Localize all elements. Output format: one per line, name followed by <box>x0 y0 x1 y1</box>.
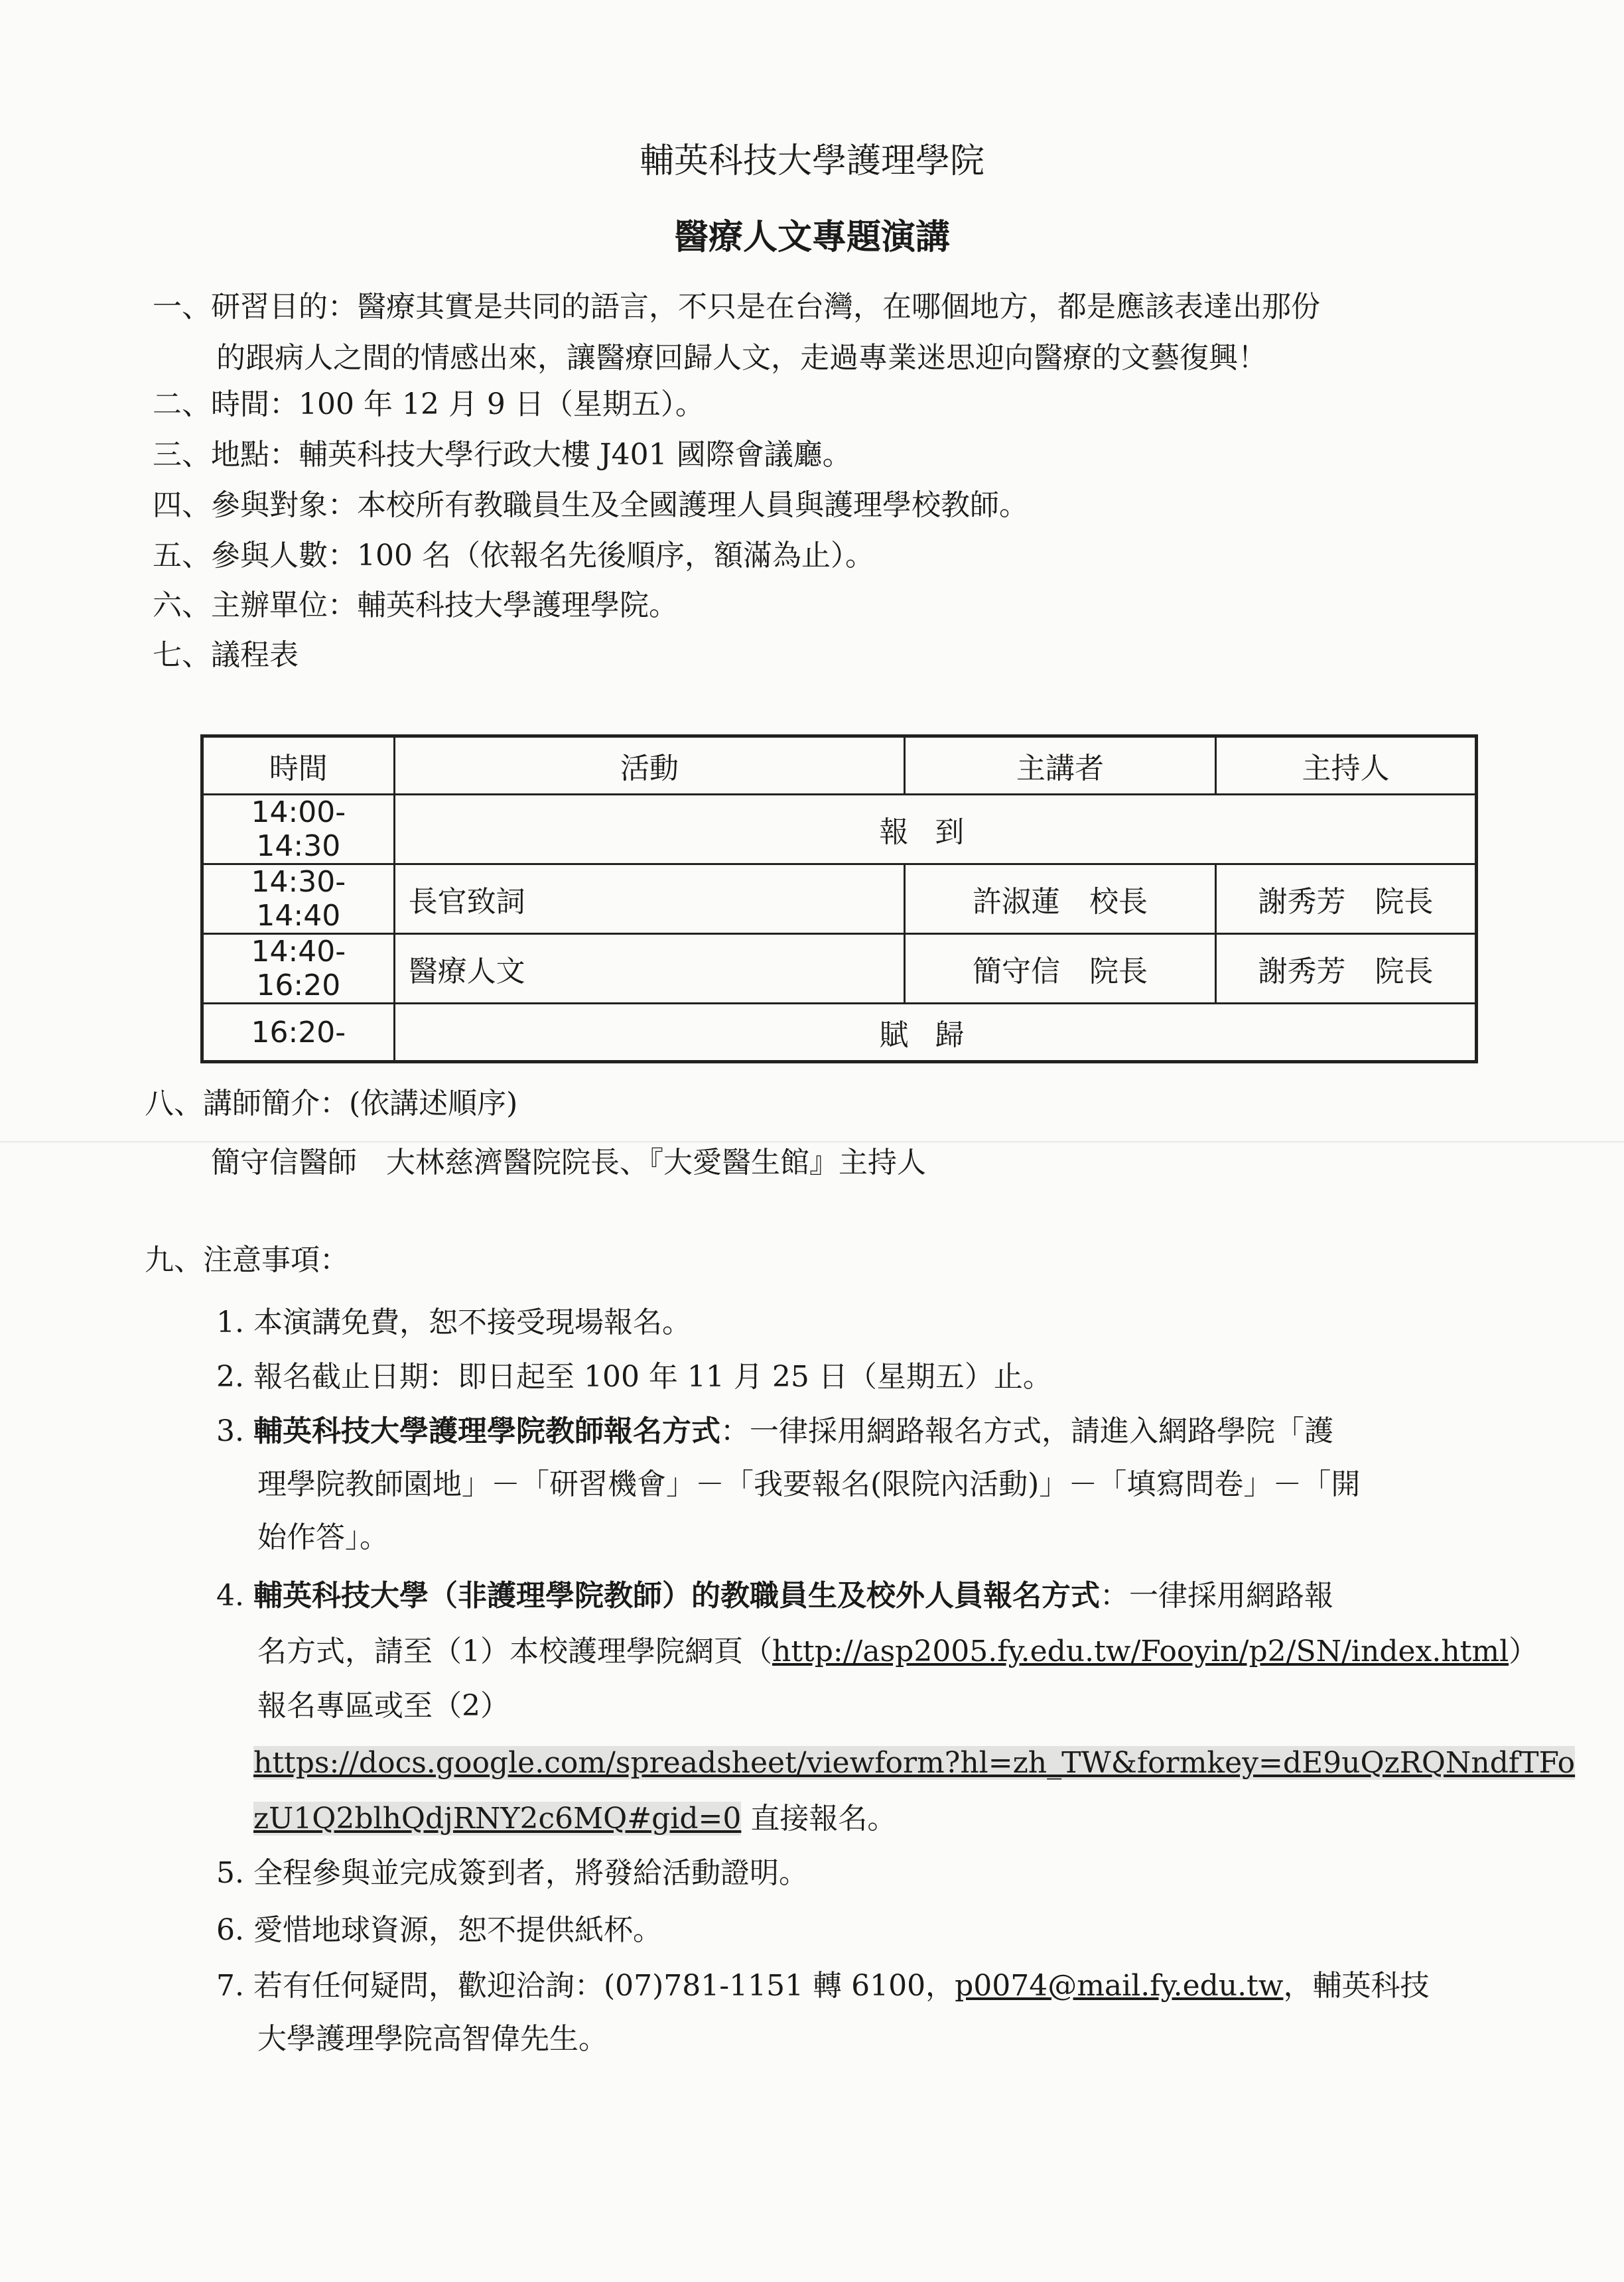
note-4-text: 直接報名。 <box>741 1802 897 1836</box>
participants-line: 四、參與對象：本校所有教職員生及全國護理人員與護理學校教師。 <box>153 488 1028 522</box>
agenda-time: 14:30-14:40 <box>202 864 395 934</box>
note-3-number: 3. <box>216 1414 244 1448</box>
agenda-table <box>200 734 1478 1063</box>
note-7-text: ，輔英科技 <box>1283 1969 1430 2003</box>
note-4-bold: 輔英科技大學（非護理學院教師）的教職員生及校外人員報名方式 <box>253 1579 1100 1613</box>
contact-email-link[interactable]: p0074@mail.fy.edu.tw <box>955 1969 1284 2003</box>
note-4-text: 名方式，請至（1）本校護理學院網頁（ <box>257 1635 772 1668</box>
note-7-line-1 <box>216 1968 1429 2005</box>
note-3-line-1 <box>216 1413 1333 1450</box>
note-6: 6. 愛惜地球資源，恕不提供紙杯。 <box>216 1913 662 1947</box>
note-7-line-2: 大學護理學院高智偉先生。 <box>257 2022 608 2056</box>
note-1: 1. 本演講免費，恕不接受現場報名。 <box>216 1306 691 1339</box>
note-3-rest: ：一律採用網路報名方式，請進入網路學院「護 <box>720 1414 1333 1448</box>
capacity-line: 五、參與人數：100 名（依報名先後順序，額滿為止）。 <box>153 539 874 572</box>
header-speaker: 主講者 <box>905 736 1216 795</box>
agenda-activity: 賦歸 <box>394 1004 1476 1062</box>
speaker-bio: 簡守信醫師 大林慈濟醫院院長、『大愛醫生館』主持人 <box>211 1146 926 1179</box>
agenda-activity: 長官致詞 <box>394 864 905 934</box>
note-4-rest: ：一律採用網路報 <box>1099 1579 1333 1613</box>
event-title: 醫療人文專題演講 <box>673 217 950 257</box>
agenda-time: 16:20- <box>202 1004 395 1062</box>
time-line: 二、時間：100 年 12 月 9 日（星期五）。 <box>153 387 705 421</box>
google-form-link-cont[interactable]: zU1Q2blhQdjRNY2c6MQ#gid=0 <box>253 1802 742 1836</box>
note-4-line-3: 報名專區或至（2） <box>257 1689 509 1723</box>
google-form-link[interactable]: https://docs.google.com/spreadsheet/viewform?hl=zh_TW&formkey=dE9uQzRQNndfTFo <box>253 1746 1576 1780</box>
agenda-heading: 七、議程表 <box>153 638 299 672</box>
organizer-line: 六、主辦單位：輔英科技大學護理學院。 <box>153 588 678 622</box>
note-4-number: 4. <box>216 1579 244 1613</box>
agenda-host: 謝秀芳 院長 <box>1215 864 1476 934</box>
agenda-row <box>202 934 1477 1004</box>
agenda-activity: 醫療人文 <box>394 934 905 1004</box>
note-7-text: 7. 若有任何疑問，歡迎洽詢：(07)781-1151 轉 6100， <box>216 1969 955 2003</box>
note-3-line-2: 理學院教師園地」－「研習機會」－「我要報名(限院內活動)」－「填寫問卷」－「開 <box>257 1467 1361 1501</box>
speaker-heading: 八、講師簡介：(依講述順序) <box>145 1087 518 1120</box>
note-4-line-1 <box>216 1577 1333 1615</box>
note-4-text: ） <box>1509 1635 1538 1668</box>
agenda-row <box>202 1004 1477 1062</box>
purpose-line-1: 一、研習目的：醫療其實是共同的語言，不只是在台灣，在哪個地方，都是應該表達出那份 <box>153 290 1320 324</box>
note-4-line-2 <box>257 1633 1538 1670</box>
agenda-activity: 報到 <box>394 795 1476 864</box>
header-activity: 活動 <box>394 736 905 795</box>
agenda-header-row <box>202 736 1477 795</box>
agenda-row <box>202 795 1477 864</box>
header-time: 時間 <box>202 736 395 795</box>
notes-heading: 九、注意事項： <box>145 1243 349 1277</box>
note-4-line-5 <box>253 1800 896 1838</box>
agenda-time: 14:00-14:30 <box>202 795 395 864</box>
note-3-line-3: 始作答」。 <box>257 1520 389 1554</box>
purpose-line-2: 的跟病人之間的情感出來，讓醫療回歸人文，走過專業迷思迎向醫療的文藝復興！ <box>216 341 1267 375</box>
agenda-row <box>202 864 1477 934</box>
agenda-time: 14:40-16:20 <box>202 934 395 1004</box>
note-5: 5. 全程參與並完成簽到者，將發給活動證明。 <box>216 1856 808 1890</box>
note-4-line-4 <box>253 1745 1575 1782</box>
note-2: 2. 報名截止日期：即日起至 100 年 11 月 25 日（星期五）止。 <box>216 1360 1052 1394</box>
location-line: 三、地點：輔英科技大學行政大樓 J401 國際會議廳。 <box>153 438 852 472</box>
agenda-speaker: 許淑蓮 校長 <box>905 864 1216 934</box>
note-3-bold: 輔英科技大學護理學院教師報名方式 <box>253 1414 720 1448</box>
nursing-website-link[interactable]: http://asp2005.fy.edu.tw/Fooyin/p2/SN/index.html <box>772 1635 1509 1668</box>
header-host: 主持人 <box>1215 736 1476 795</box>
institution-title: 輔英科技大學護理學院 <box>639 141 984 181</box>
agenda-speaker: 簡守信 院長 <box>905 934 1216 1004</box>
agenda-host: 謝秀芳 院長 <box>1215 934 1476 1004</box>
